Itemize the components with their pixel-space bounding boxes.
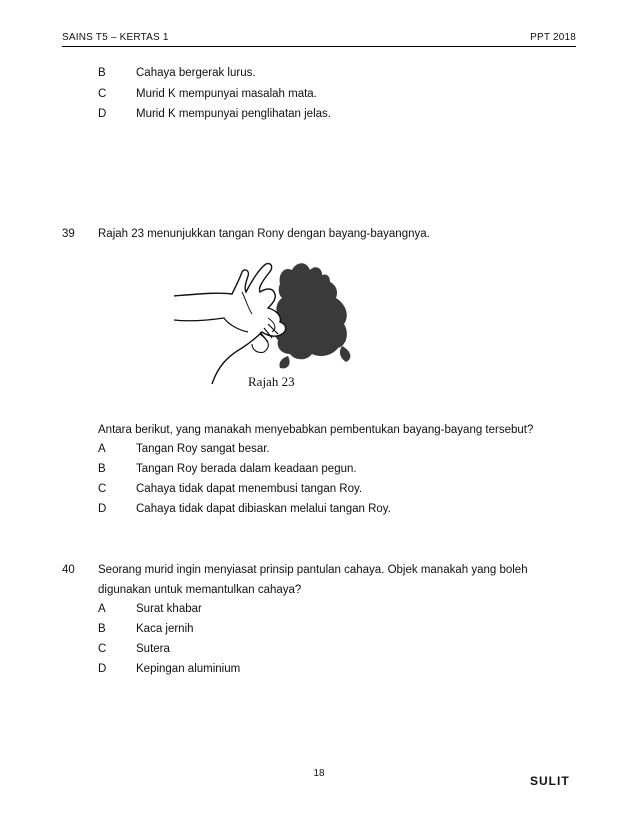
question-40-stem-line2: digunakan untuk memantulkan cahaya?: [98, 584, 302, 596]
question-39-prompt: Antara berikut, yang manakah menyebabkan pembentukan bayang-bayang tersebut?: [98, 424, 534, 436]
option-text: Cahaya tidak dapat dibiaskan melalui tangan Roy.: [136, 503, 391, 515]
option-text: Kepingan aluminium: [136, 663, 241, 675]
option-key: C: [98, 643, 107, 655]
option-text: Kaca jernih: [136, 623, 194, 635]
option-text: Tangan Roy berada dalam keadaan pegun.: [136, 463, 357, 475]
sulit-mark: SULIT: [530, 774, 570, 788]
question-40-number: 40: [62, 564, 75, 576]
header-subject: SAINS T5 – KERTAS 1: [62, 32, 169, 43]
option-key: B: [98, 463, 106, 475]
hand-shadow-illustration: [168, 258, 372, 396]
option-key: C: [98, 483, 107, 495]
option-key: D: [98, 503, 107, 515]
question-39-number: 39: [62, 228, 75, 240]
option-key: B: [98, 67, 106, 79]
option-text: Murid K mempunyai penglihatan jelas.: [136, 108, 331, 120]
page-number: 18: [313, 768, 325, 779]
option-text: Surat khabar: [136, 603, 202, 615]
option-text: Tangan Roy sangat besar.: [136, 443, 270, 455]
option-text: Sutera: [136, 643, 170, 655]
figure-caption: Rajah 23: [248, 374, 295, 389]
figure-rajah-23: [168, 258, 372, 396]
option-text: Murid K mempunyai masalah mata.: [136, 88, 317, 100]
option-key: C: [98, 88, 107, 100]
option-key: D: [98, 663, 107, 675]
question-40-stem-line1: Seorang murid ingin menyiasat prinsip pantulan cahaya. Objek manakah yang boleh: [98, 564, 528, 576]
question-39-stem: Rajah 23 menunjukkan tangan Rony dengan bayang-bayangnya.: [98, 228, 430, 240]
option-key: A: [98, 603, 106, 615]
option-text: Cahaya tidak dapat menembusi tangan Roy.: [136, 483, 363, 495]
option-key: A: [98, 443, 106, 455]
header-exam: PPT 2018: [530, 32, 576, 43]
option-text: Cahaya bergerak lurus.: [136, 67, 256, 79]
page-header: [62, 30, 576, 47]
option-key: D: [98, 108, 107, 120]
shadow-shape: [274, 263, 347, 359]
option-key: B: [98, 623, 106, 635]
